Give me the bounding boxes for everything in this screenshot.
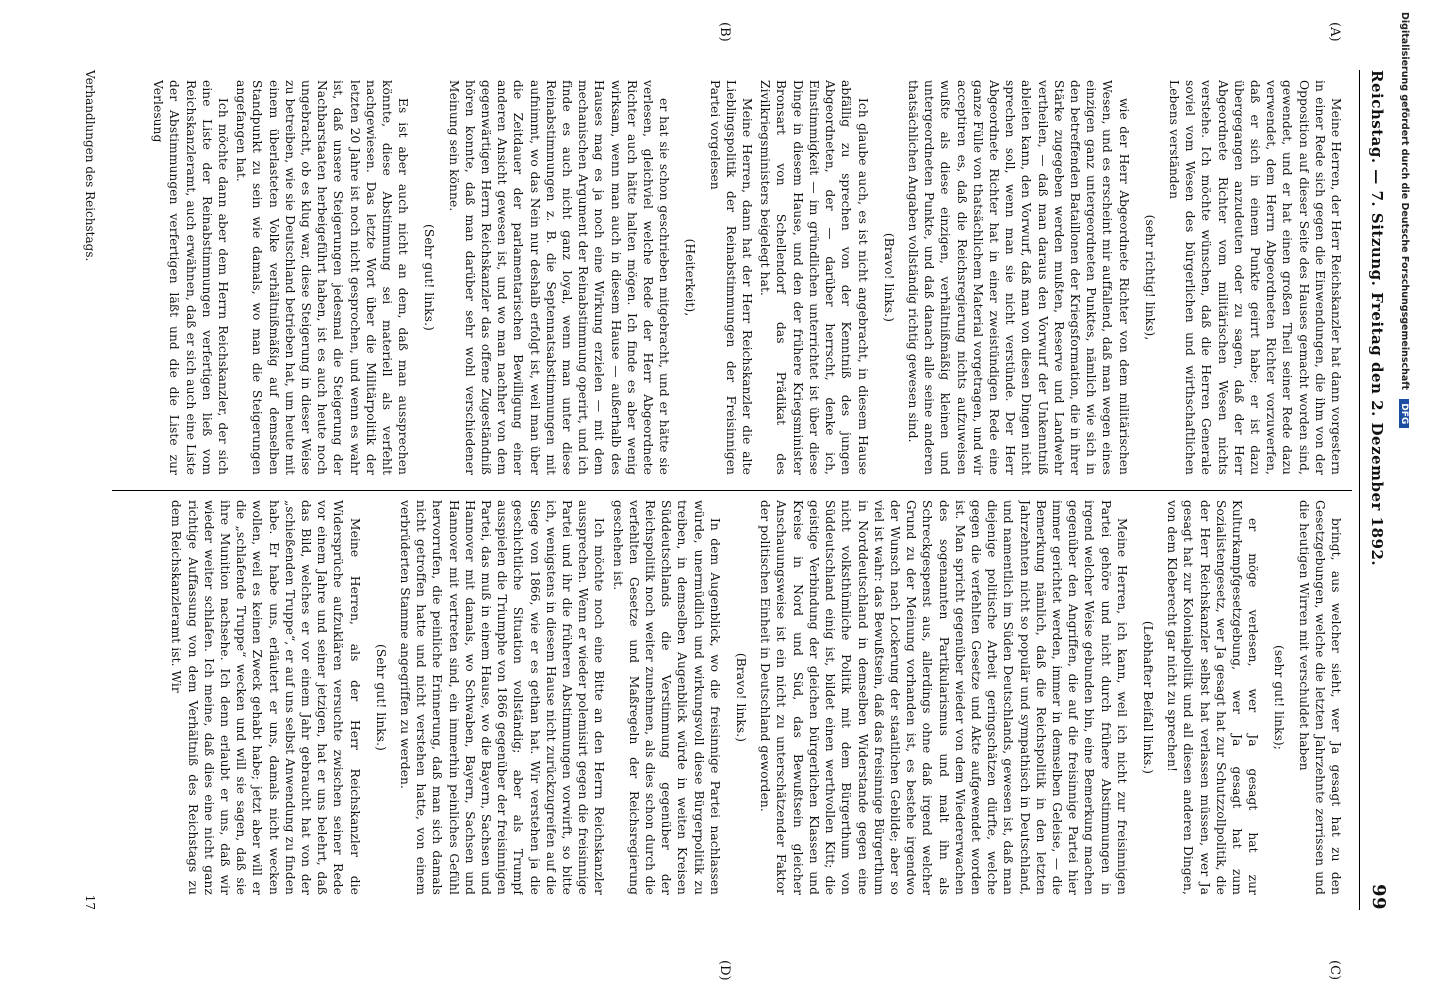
page-number: 99 xyxy=(1368,883,1389,910)
interjection: (Sehr gut! links.) xyxy=(422,224,437,331)
paragraph: er hat sie schon geschrieben mitgebracht, und er hätte sie verlesen, gleichviel welche Rede der Herr Abgeordnete Richter auch hätte halten mögen. Ich finde es aber wenig wirksam, wenn man auch in diesem Hause — außerhalb des Hauses mag es ja noch eine Wirkung erzielen — mit dem mechanischen Argument der Reinabstimmung operirt, und ich finde es auch nicht ganz loyal, wenn man unter diese Reinabstimmungen z. B. die Septennatsabstimmungen mit aufnimmt, wo das Nein nur deshalb erfolgt ist, weil man über die Zeitdauer der parlamentarischen Bewilligung einer anderen Ansicht gewesen ist, und wo man nachher von dem gegenwärtigen Herrn Reichskanzler das offene Zugeständniß hören konnte, daß man darüber sehr wohl verschiedener Meinung sein könne. xyxy=(446,80,672,475)
paragraph: er möge verlesen, wer Ja gesagt hat zur Kulturkampfgesetzgebung, wer Ja gesagt hat zum Sozialistengesetz, wer Ja gesagt hat zur Schutzzollpolitik, die der Herr Reichskanzler selbst hat verlassen müssen, wer Ja gesagt hat zur Kolonialpolitik und all diesen anderen Dingen, von dem Kleberecht gar nicht zu sprechen! xyxy=(1165,500,1261,895)
left-column xyxy=(114,80,1344,475)
interjection: (Heiterkeit), xyxy=(683,238,698,317)
digitization-notice xyxy=(1392,12,1410,992)
margin-marker-a: (A) xyxy=(1327,22,1342,42)
digitization-text: Digitalisierung gefördert durch die Deutsche Forschungsgemeinschaft xyxy=(1399,12,1410,390)
interjection: (Bravo! links.) xyxy=(734,652,749,743)
paragraph: Ich möchte noch eine Bitte an den Herrn Reichskanzler aussprechen. Wenn er wieder polemisirt gegen die freisinnige Partei und ihr die früheren Abstimmungen vorwirft, so bitte ich, wenigstens in diesem Hause nicht zurückzugreifen auf die Siege von 1866, wie er es gethan hat. Wir verstehen ja die geschichtliche Situation vollständig; aber als Trumpf ausspielen die Triumphe von 1866 gegenüber der freisinnigen Partei, das muß in einem Hause, wo die Bayern, Sachsen und Hannover mit damals, wo Schwaben, Bayern, Sachsen und Hannover mit vertreten sind, ein immerhin peinliches Gefühl hervorrufen, die peinliche Erinnerung, daß man sich damals nicht getroffen hatte und nicht verstehen hatte, von einem verbrüderten Stamme angegriffen zu werden. xyxy=(398,500,607,895)
paragraph: In dem Augenblick, wo die freisinnige Partei nachlassen würde, unermüdlich und wirkungsvoll diese Bürgerpolitik zu treiben, in demselben Augenblick würde in weiten Kreisen Süddeutschlands die Verstimmung gegenüber der Reichspolitik noch weiter zunehmen, als dies schon durch die verfehlten Gesetze und Maßregeln der Reichsregierung geschehen ist. xyxy=(610,500,722,895)
footer-source: Verhandlungen des Reichstags. xyxy=(83,70,97,262)
paragraph: Meine Herren, als der Herr Reichskanzler die Widersprüche aufzuklären versuchte zwischen seiner Rede vor einem Jahre und seiner jetzigen, hat er uns belehrt, daß das Bild, welches er vor einem Jahr gebraucht hat von der „schießenden Truppe“, er auf uns selbst Anwendung zu finden habe. Er habe uns, erläutert er uns, damals nicht wecken wollen, weil es keinen Zweck gehabt habe; jetzt aber will er die „schlafende Truppe“ wecken und will sie sagen, daß sie ihre Munition nachsehe. Ich denn erlaubt er uns, daß wir wieder weiter schlafen. Ich meine, daß dies eine nicht ganz richtige Auffassung von dem Verhältniß des Reichstags zu dem Reichskanzleramt ist. Wir xyxy=(169,500,362,895)
paragraph: wie der Herr Abgeordnete Richter von dem militärischen Wesen, und es erscheint mir auffallend, daß man wegen eines einzigen ganz untergeordneten Punktes, nämlich wie sich in den betreffenden Bataillonen der Kriegsformation, die in ihrer Stärke zugegeben werden mußten, Reserve und Landwehr vertheilen, — daß man daraus den Vorwurf der Unkenntniß ableiten kann, den Vorwurf, daß man von diesen Dingen nicht sprechen soll, wenn man sie nicht verstünde. Der Herr Abgeordnete Richter hat in einer zweistündigen Rede eine ganze Fülle von thatsächlichem Material vorgetragen, und wir acceptiren es, daß die Reichsregierung nichts aufzuweisen wußte als diese einzigen, verhältnißmäßig kleinen und untergeordneten Punkte, und daß danach alle seine anderen thatsächlichen Angaben vollständig richtig gewesen sind. xyxy=(905,80,1131,475)
paragraph: Es ist aber auch nicht an dem, daß man aussprechen könnte, diese Abstimmung sei materiell als verfehlt nachgewiesen. Das letzte Wort über die Militärpolitik der letzten 20 Jahre ist noch nicht gesprochen, und wenn es wahr ist, daß unsere Steigerungen jedesmal die Steigerung der Nachbarstaaten herbeigeführt haben, ist es auch heute noch ungebracht, ob es klug war, diese Steigerung in dieser Weise zu betreiben, wie sie Deutschland betrieben hat, um heute mit einem überlasteten Volke verhältnißmäßig auf demselben Standpunkt zu sein wie damals, wo man die Steigerungen angefangen hat. xyxy=(234,80,411,475)
interjection: (Sehr gut! links.) xyxy=(373,644,388,751)
interjection: (sehr richtig! links), xyxy=(1142,214,1157,341)
signature-number: 17 xyxy=(83,894,97,910)
interjection: (sehr gut! links); xyxy=(1272,644,1287,751)
right-column xyxy=(114,500,1344,895)
paragraph: Meine Herren, dann hat der Herr Reichskanzler die alte Lieblingspolitik der Reinabstimmungen der Freisinnigen Partei vorgelesen xyxy=(707,80,755,475)
margin-marker-c: (C) xyxy=(1327,960,1342,981)
column-divider xyxy=(112,490,1352,491)
running-title: Reichstag. — 7. Sitzung. Freitag den 2. Dezember 1892. xyxy=(1368,70,1386,567)
margin-marker-d: (D) xyxy=(717,960,732,981)
paragraph: Meine Herren, der Herr Reichskanzler hat dann vorgestern in einer Rede sich gegen die Einwendungen, die ihm von der Opposition auf dieser Seite des Hauses gemacht worden sind, gewendet, und er hat einen großen Theil seiner Rede dazu verwendet, dem Herrn Abgeordneten Richter vorzuwerfen, daß er sich in einem Punkte geirrt habe; er ist dazu übergegangen anzudeuten oder zu sagen, daß der Herr Abgeordnete Richter vom militärischen Wesen nichts verstehe. Ich möchte wünschen, daß die Herren Generale soviel vom Wesen des bürgerlichen und wirthschaftlichen Lebens verständen xyxy=(1166,80,1343,475)
interjection: (Lebhafter Beifall links.) xyxy=(1140,620,1155,775)
paragraph: Meine Herren, ich kann, weil ich nicht zur freisinnigen Partei gehöre und nicht durch frühere Abstimmungen in irgend welcher Weise gebunden bin, eine Bemerkung machen gegenüber den Angriffen, die auf die freisinnige Partei hier immer gerichtet werden, immer in demselben Geleise, — die Bemerkung nämlich, daß die Reichspolitik in den letzten Jahrzehnten nicht so populär und sympathisch in Deutschland, und namentlich im Süden Deutschlands, gewesen ist, daß man diejenige politische Arbeit geringschätzen dürfte, welche gegen die verfehlten Gesetze und Akte aufgewendet worden ist. Man spricht gegenüber wieder von dem Wiedererwachen des sogenannten Partikularismus und malt ihn als Schreckgespenst aus, allerdings ohne daß irgend welcher Grund zu der Meinung vorhanden ist, es bestehe irgendwo der Wunsch nach Lockerung der staatlichen Gebilde; aber so viel ist wahr: das Bewußtsein, daß das freisinnige Bürgerthum in Norddeutschland in demselben Widerstande gegen eine nicht volksthümliche Politik mit dem Bürgerthum von Süddeutschland einig ist, bildet einen werthvollen Kitt; die geistige Verbindung der gleichen bürgerlichen Klassen und Kreise in Nord und Süd, das Bewußtsein gleicher Anschauungsweise ist ein nicht zu unterschätzender Faktor der politischen Einheit in Deutschland geworden. xyxy=(758,500,1129,895)
paragraph: Ich glaube auch, es ist nicht angebracht, in diesem Hause abfällig zu sprechen von der Kenntniß des jungen Abgeordneten, der — darüber herrscht, denke ich, Einstimmigkeit — im gründlichen unterrichtet ist über diese Dinge in diesem Hause, und den der frühere Kriegsminister Bronsart von Schellendorf das Prädikat des Zivilkriegsministers beigelegt hat. xyxy=(758,80,870,475)
paragraph: bringt, aus welcher sieht, wer Ja gesagt hat zu den Gesetzgebungen, welche die letzten Jahrzehnte zerrissen und die heutigen Wirren mit verschuldet haben xyxy=(1296,500,1343,895)
margin-marker-b: (B) xyxy=(717,22,732,42)
dfg-logo: DFG xyxy=(1400,399,1410,428)
paragraph: Ich möchte dann aber dem Herrn Reichskanzler, der sich eine Liste der Reinabstimmungen verfertigen ließ vom Reichskanzleramt, auch erwähnen, daß er sich auch eine Liste der Abstimmungen verfertigen läßt und die die Liste zur Verlesung xyxy=(151,80,230,475)
interjection: (Bravo! links.) xyxy=(881,232,896,323)
